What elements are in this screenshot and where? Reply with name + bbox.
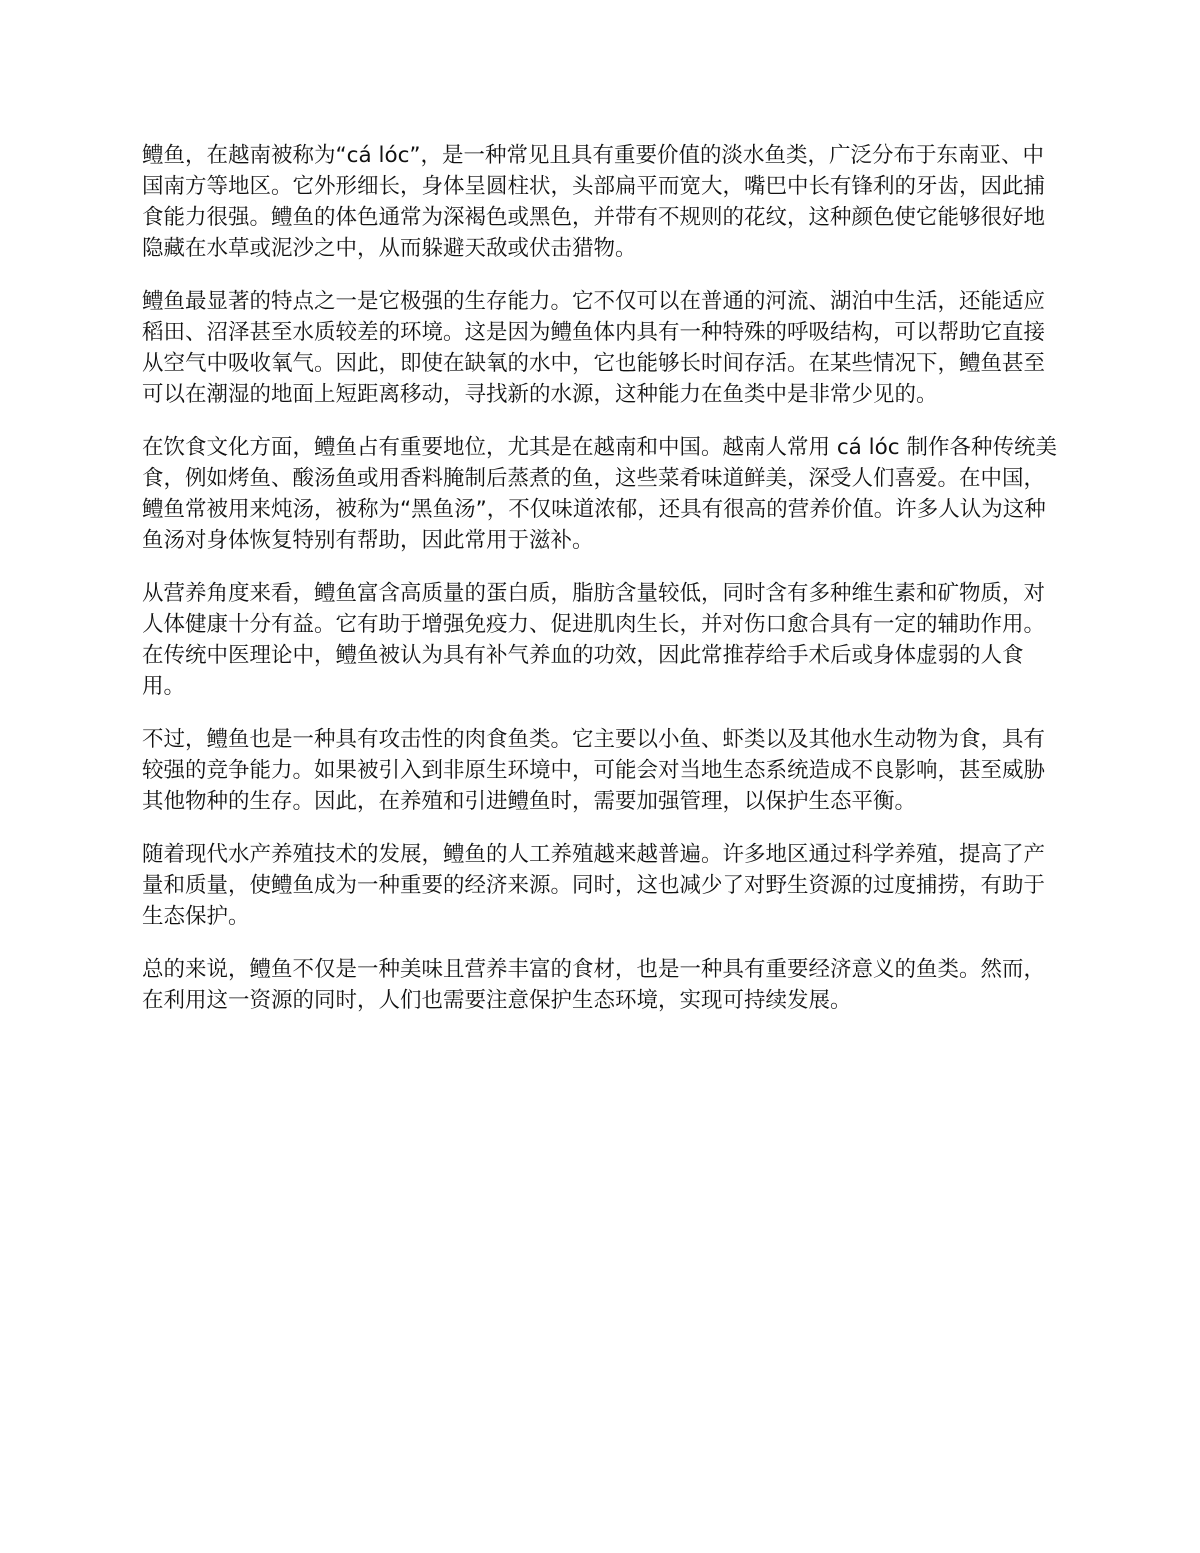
paragraph-intro: 鳢鱼，在越南被称为“cá lóc”，是一种常见且具有重要价值的淡水鱼类，广泛分布于东南亚、中国南方等地区。它外形细长，身体呈圆柱状，头部扁平而宽大，嘴巴中长有锋利的牙齿，因此捕食能力很强。鳢鱼的体色通常为深褐色或黑色，并带有不规则的花纹，这种颜色使它能够很好地隐藏在水草或泥沙之中，从而躲避天敌或伏击猎物。	[142, 143, 1046, 261]
paragraph-nutrition: 从营养角度来看，鳢鱼富含高质量的蛋白质，脂肪含量较低，同时含有多种维生素和矿物质，对人体健康十分有益。它有助于增强免疫力、促进肌肉生长，并对伤口愈合具有一定的辅助作用。在传统中医理论中，鳢鱼被认为具有补气养血的功效，因此常推荐给手术后或身体虚弱的人食用。	[142, 581, 1046, 699]
paragraph-conclusion: 总的来说，鳢鱼不仅是一种美味且营养丰富的食材，也是一种具有重要经济意义的鱼类。然而，在利用这一资源的同时，人们也需要注意保护生态环境，实现可持续发展。	[142, 957, 1046, 1013]
document-body	[142, 140, 1062, 1038]
paragraph-cuisine: 在饮食文化方面，鳢鱼占有重要地位，尤其是在越南和中国。越南人常用 cá lóc 制作各种传统美食，例如烤鱼、酸汤鱼或用香料腌制后蒸煮的鱼，这些菜肴味道鲜美，深受人们喜爱。在中国，鳢鱼常被用来炖汤，被称为“黑鱼汤”，不仅味道浓郁，还具有很高的营养价值。许多人认为这种鱼汤对身体恢复特别有帮助，因此常用于滋补。	[142, 435, 1057, 553]
paragraph-ecology: 不过，鳢鱼也是一种具有攻击性的肉食鱼类。它主要以小鱼、虾类以及其他水生动物为食，具有较强的竞争能力。如果被引入到非原生环境中，可能会对当地生态系统造成不良影响，甚至威胁其他物种的生存。因此，在养殖和引进鳢鱼时，需要加强管理，以保护生态平衡。	[142, 727, 1046, 814]
paragraph-survival: 鳢鱼最显著的特点之一是它极强的生存能力。它不仅可以在普通的河流、湖泊中生活，还能适应稻田、沼泽甚至水质较差的环境。这是因为鳢鱼体内具有一种特殊的呼吸结构，可以帮助它直接从空气中吸收氧气。因此，即使在缺氧的水中，它也能够长时间存活。在某些情况下，鳢鱼甚至可以在潮湿的地面上短距离移动，寻找新的水源，这种能力在鱼类中是非常少见的。	[142, 289, 1046, 407]
paragraph-aquaculture: 随着现代水产养殖技术的发展，鳢鱼的人工养殖越来越普遍。许多地区通过科学养殖，提高了产量和质量，使鳢鱼成为一种重要的经济来源。同时，这也减少了对野生资源的过度捕捞，有助于生态保护。	[142, 842, 1046, 929]
